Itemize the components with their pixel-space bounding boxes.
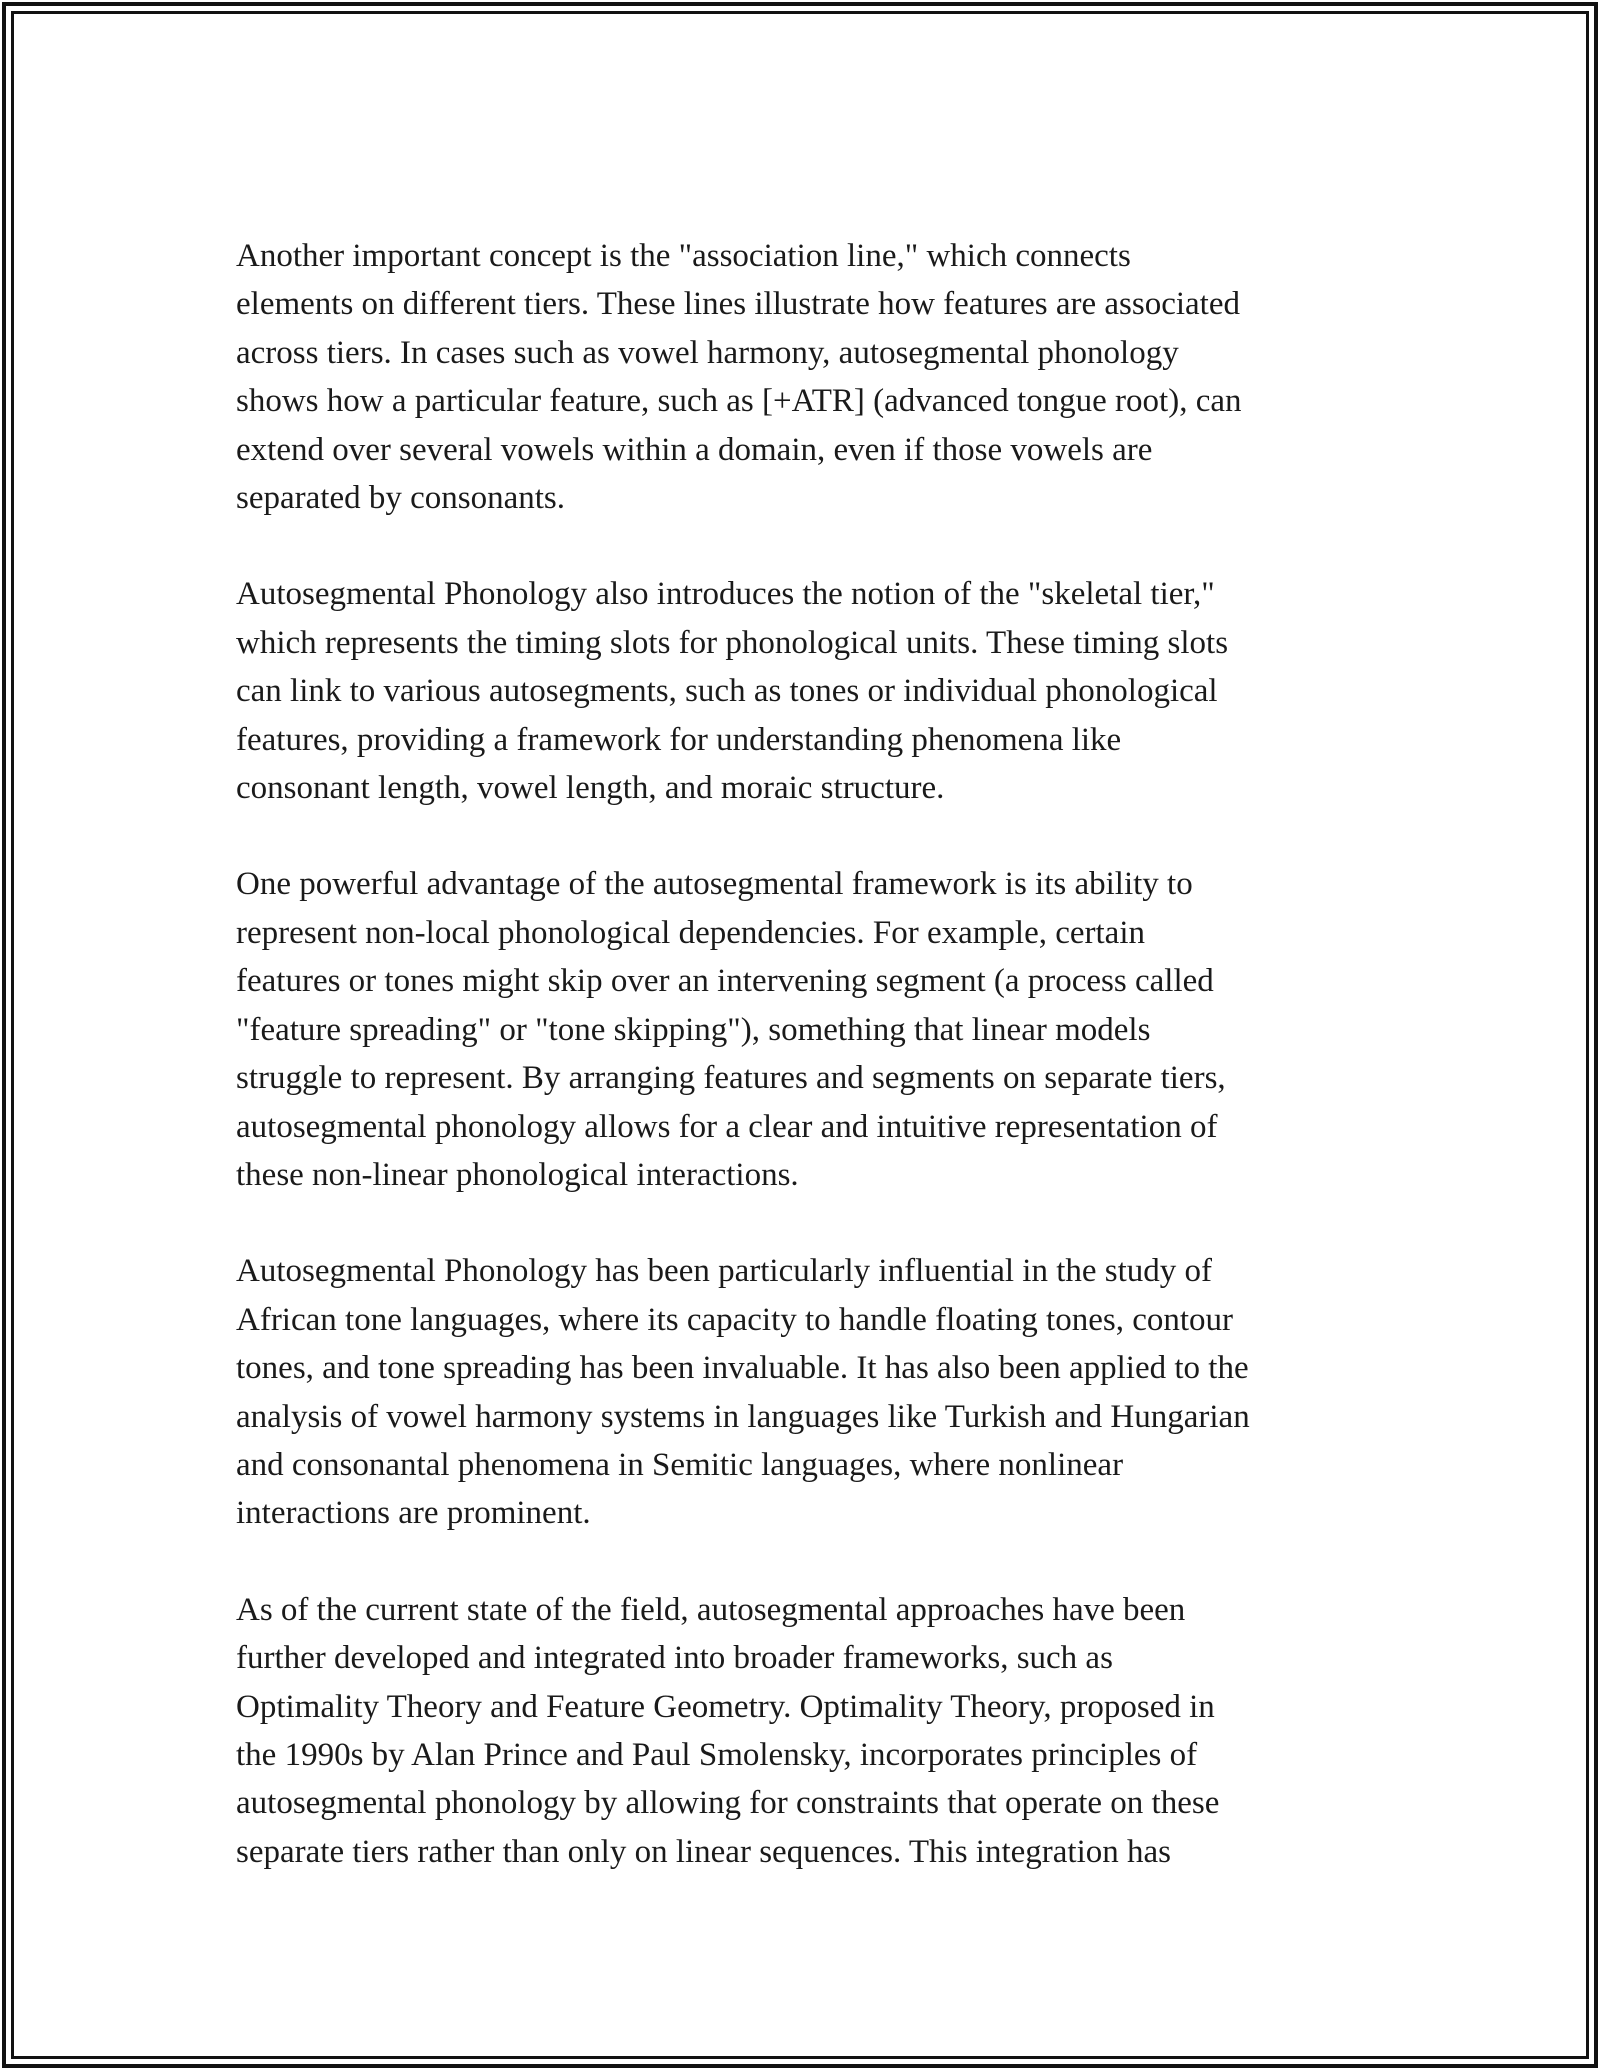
paragraph-association-line [236,232,1396,522]
text-line: autosegmental phonology by allowing for constraints that operate on these [236,1785,1220,1822]
text-line: these non-linear phonological interactions. [236,1156,799,1193]
text-line: which represents the timing slots for phonological units. These timing slots [236,624,1229,661]
text-line: African tone languages, where its capacity to handle floating tones, contour [236,1301,1233,1338]
paragraph-current-state [236,1586,1396,1876]
document-body [236,232,1396,1924]
text-line: interactions are prominent. [236,1495,591,1532]
text-line: As of the current state of the field, autosegmental approaches have been [236,1591,1186,1628]
paragraph-skeletal-tier [236,570,1396,812]
text-line: analysis of vowel harmony systems in languages like Turkish and Hungarian [236,1398,1250,1435]
text-line: separated by consonants. [236,480,565,517]
text-line: features, providing a framework for understanding phenomena like [236,721,1122,758]
text-line: the 1990s by Alan Prince and Paul Smolensky, incorporates principles of [236,1736,1198,1773]
text-line: represent non-local phonological dependencies. For example, certain [236,914,1145,951]
text-line: separate tiers rather than only on linear sequences. This integration has [236,1833,1171,1870]
text-line: Another important concept is the "association line," which connects [236,238,1131,274]
text-line: and consonantal phenomena in Semitic languages, where nonlinear [236,1446,1124,1483]
text-line: "feature spreading" or "tone skipping"), something that linear models [236,1011,1151,1048]
text-line: consonant length, vowel length, and moraic structure. [236,770,945,807]
text-line: elements on different tiers. These lines illustrate how features are associated [236,286,1241,323]
text-line: can link to various autosegments, such as tones or individual phonological [236,673,1218,710]
paragraph-tone-languages [236,1247,1396,1537]
text-line: One powerful advantage of the autosegmental framework is its ability to [236,866,1193,903]
text-line: extend over several vowels within a domain, even if those vowels are [236,431,1153,468]
text-line: further developed and integrated into broader frameworks, such as [236,1640,1113,1677]
text-line: Autosegmental Phonology has been particularly influential in the study of [236,1253,1213,1290]
text-line: Optimality Theory and Feature Geometry. Optimality Theory, proposed in [236,1688,1215,1725]
text-line: across tiers. In cases such as vowel harmony, autosegmental phonology [236,334,1179,371]
text-line: struggle to represent. By arranging features and segments on separate tiers, [236,1060,1226,1097]
text-line: Autosegmental Phonology also introduces the notion of the "skeletal tier," [236,576,1215,613]
paragraph-non-local-dependencies [236,860,1396,1199]
text-line: tones, and tone spreading has been invaluable. It has also been applied to the [236,1350,1249,1387]
text-line: features or tones might skip over an intervening segment (a process called [236,963,1214,1000]
text-line: shows how a particular feature, such as [+ATR] (advanced tongue root), can [236,383,1242,420]
text-line: autosegmental phonology allows for a clear and intuitive representation of [236,1108,1218,1145]
